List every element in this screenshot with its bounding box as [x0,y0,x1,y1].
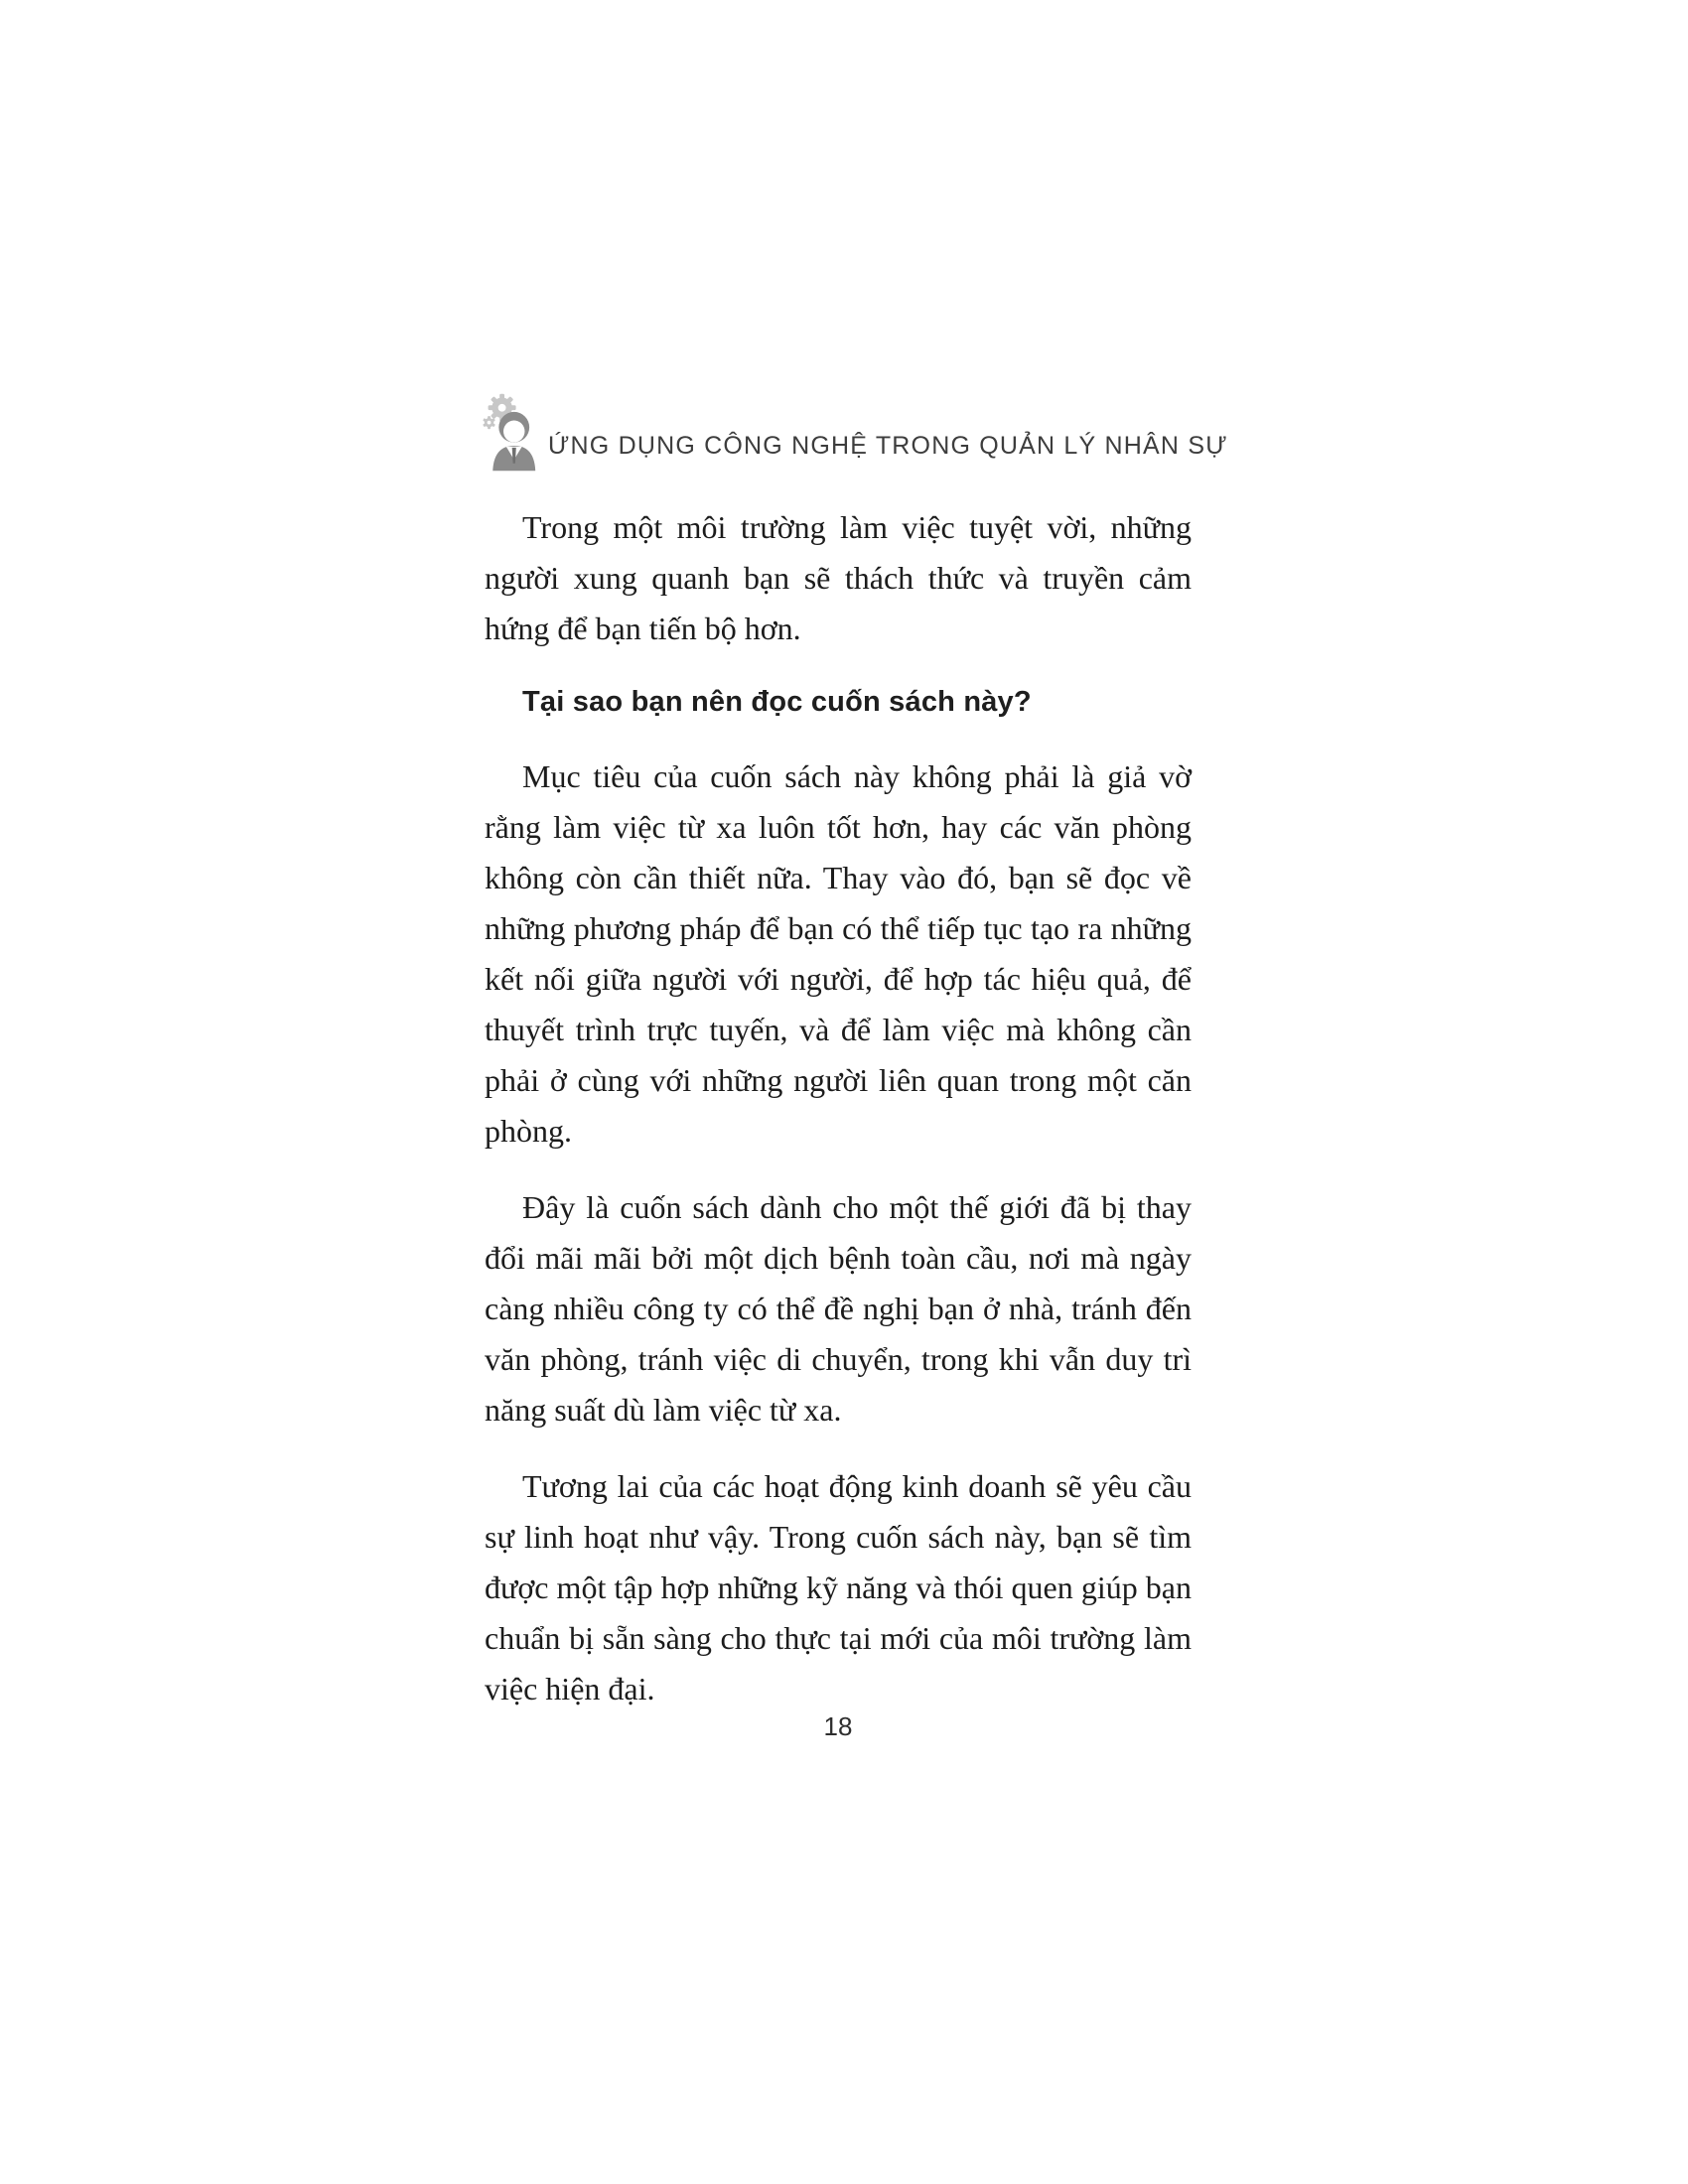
paragraph-world-changed: Đây là cuốn sách dành cho một thế giới đã bị thay đổi mãi mãi bởi một dịch bệnh toàn cầu, nơi mà ngày càng nhiều công ty có thể đề nghị bạn ở nhà, tránh đến văn phòng, tránh việc di chuyển, trong khi vẫn duy trì năng suất dù làm việc từ xa. [485,1189,1192,1428]
section-heading: Tại sao bạn nên đọc cuốn sách này? [522,686,1032,718]
paragraph-goal: Mục tiêu của cuốn sách này không phải là giả vờ rằng làm việc từ xa luôn tốt hơn, hay các văn phòng không còn cần thiết nữa. Thay vào đó, bạn sẽ đọc về những phương pháp để bạn có thể tiếp tục tạo ra những kết nối giữa người với người, để hợp tác hiệu quả, để thuyết trình trực tuyến, và để làm việc mà không cần phải ở cùng với những người liên quan trong một căn phòng. [485,758,1192,1149]
running-header-title: ỨNG DỤNG CÔNG NGHỆ TRONG QUẢN LÝ NHÂN SỰ [548,432,1228,460]
paragraph-future: Tương lai của các hoạt động kinh doanh sẽ yêu cầu sự linh hoạt như vậy. Trong cuốn sách này, bạn sẽ tìm được một tập hợp những kỹ năng và thói quen giúp bạn chuẩn bị sẵn sàng cho thực tại mới của môi trường làm việc hiện đại. [485,1468,1192,1706]
text-column [485,502,1192,1740]
paragraph-intro: Trong một môi trường làm việc tuyệt vời, những người xung quanh bạn sẽ thách thức và truyền cảm hứng để bạn tiến bộ hơn. [485,509,1192,646]
page-number: 18 [823,1711,853,1741]
person-gear-icon [483,391,538,473]
running-header [483,391,1237,475]
